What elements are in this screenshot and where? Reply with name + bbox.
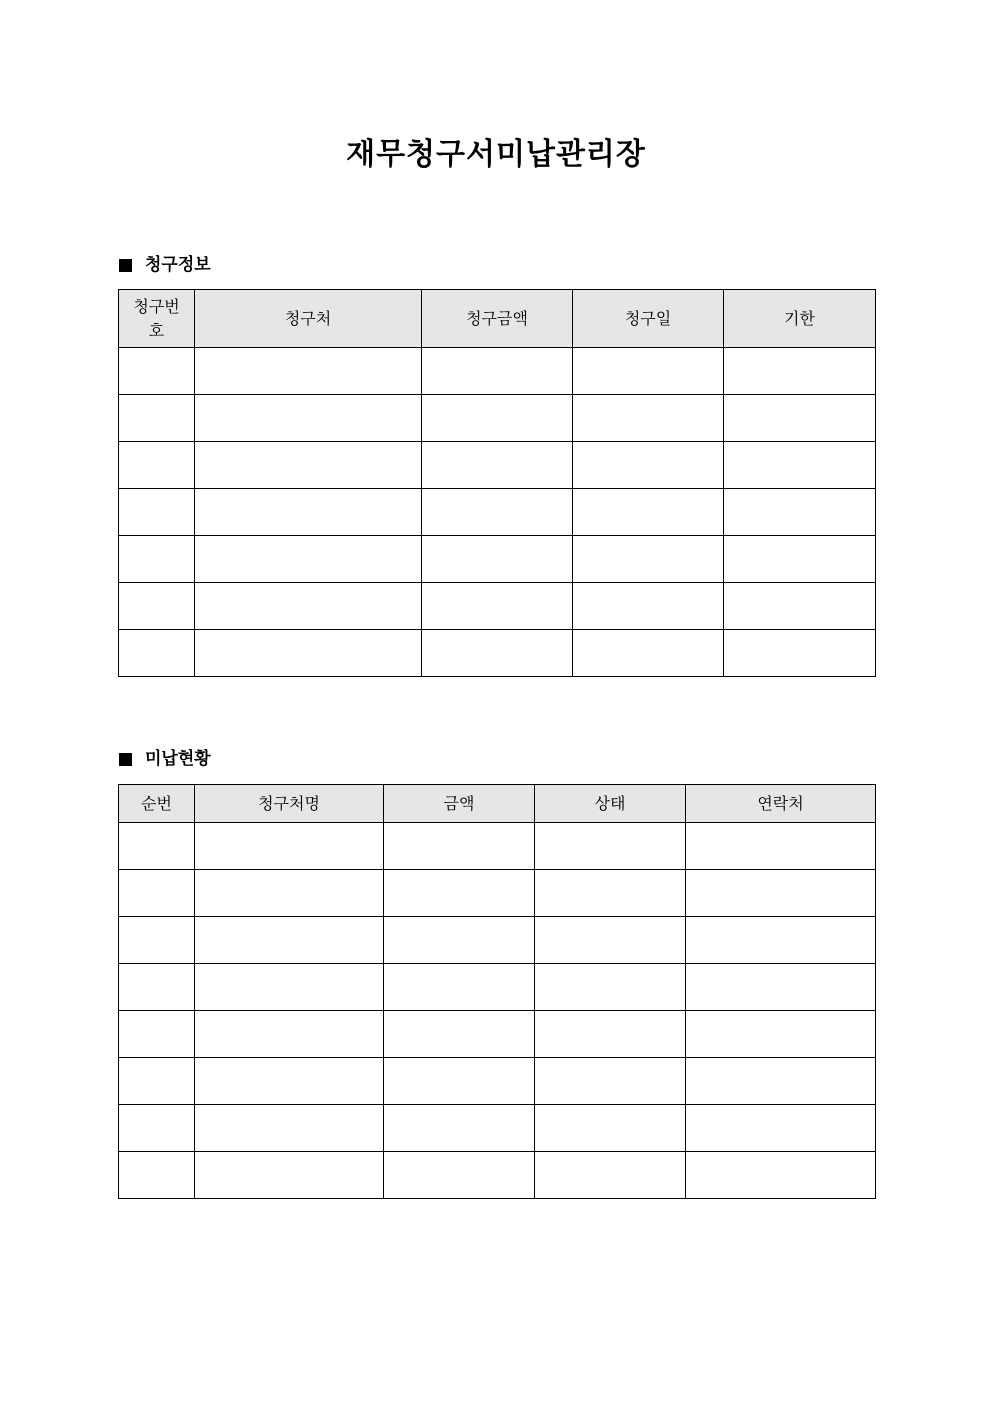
table-cell[interactable] — [724, 348, 876, 395]
table-cell[interactable] — [422, 442, 573, 489]
table-cell[interactable] — [119, 1011, 195, 1058]
table-cell[interactable] — [535, 1105, 686, 1152]
table-cell[interactable] — [384, 1058, 535, 1105]
table-cell[interactable] — [686, 823, 876, 870]
table-cell[interactable] — [422, 536, 573, 583]
unpaid-status-table — [118, 784, 876, 1199]
table-cell[interactable] — [573, 348, 724, 395]
table-header-row — [119, 290, 876, 348]
square-bullet-icon — [119, 753, 132, 766]
table-cell[interactable] — [119, 870, 195, 917]
table-row — [119, 1105, 876, 1152]
table-cell[interactable] — [119, 583, 195, 630]
table-cell[interactable] — [422, 583, 573, 630]
unpaid-section-heading — [119, 747, 211, 771]
table-cell[interactable] — [535, 964, 686, 1011]
document-title: 재무청구서미납관리장 — [346, 137, 646, 172]
column-header-billed-party: 청구처 — [195, 290, 422, 348]
table-cell[interactable] — [119, 917, 195, 964]
square-bullet-icon — [119, 259, 132, 272]
table-cell[interactable] — [119, 1152, 195, 1199]
table-cell[interactable] — [195, 1152, 384, 1199]
table-row — [119, 630, 876, 677]
table-cell[interactable] — [422, 630, 573, 677]
table-cell[interactable] — [573, 489, 724, 536]
table-cell[interactable] — [119, 348, 195, 395]
table-cell[interactable] — [535, 917, 686, 964]
table-cell[interactable] — [119, 536, 195, 583]
table-cell[interactable] — [573, 442, 724, 489]
table-cell[interactable] — [686, 870, 876, 917]
column-header-contact: 연락처 — [686, 785, 876, 823]
table-cell[interactable] — [195, 917, 384, 964]
table-row — [119, 583, 876, 630]
column-header-billing-date: 청구일 — [573, 290, 724, 348]
column-header-due-date: 기한 — [724, 290, 876, 348]
table-cell[interactable] — [573, 395, 724, 442]
table-cell[interactable] — [195, 1105, 384, 1152]
table-cell[interactable] — [119, 630, 195, 677]
table-cell[interactable] — [195, 395, 422, 442]
table-row — [119, 870, 876, 917]
table-cell[interactable] — [195, 1011, 384, 1058]
table-cell[interactable] — [686, 1011, 876, 1058]
table-cell[interactable] — [422, 348, 573, 395]
table-row — [119, 964, 876, 1011]
table-cell[interactable] — [195, 489, 422, 536]
table-cell[interactable] — [422, 489, 573, 536]
table-cell[interactable] — [119, 395, 195, 442]
table-row — [119, 489, 876, 536]
table-row — [119, 536, 876, 583]
table-cell[interactable] — [195, 442, 422, 489]
table-cell[interactable] — [195, 348, 422, 395]
table-cell[interactable] — [384, 964, 535, 1011]
table-row — [119, 1152, 876, 1199]
table-cell[interactable] — [119, 823, 195, 870]
table-cell[interactable] — [384, 1011, 535, 1058]
column-header-amount: 금액 — [384, 785, 535, 823]
table-cell[interactable] — [724, 489, 876, 536]
table-cell[interactable] — [119, 1058, 195, 1105]
table-cell[interactable] — [724, 583, 876, 630]
table-row — [119, 442, 876, 489]
table-row — [119, 348, 876, 395]
column-header-status: 상태 — [535, 785, 686, 823]
table-cell[interactable] — [384, 917, 535, 964]
table-cell[interactable] — [195, 1058, 384, 1105]
table-cell[interactable] — [724, 630, 876, 677]
column-header-billing-number: 청구번호 — [119, 290, 195, 348]
table-cell[interactable] — [384, 1105, 535, 1152]
table-cell[interactable] — [195, 964, 384, 1011]
table-cell[interactable] — [535, 1152, 686, 1199]
table-cell[interactable] — [384, 1152, 535, 1199]
table-cell[interactable] — [686, 1105, 876, 1152]
table-row — [119, 395, 876, 442]
table-cell[interactable] — [535, 1011, 686, 1058]
column-header-billed-party-name: 청구처명 — [195, 785, 384, 823]
table-cell[interactable] — [119, 964, 195, 1011]
table-cell[interactable] — [535, 823, 686, 870]
table-cell[interactable] — [573, 583, 724, 630]
table-cell[interactable] — [119, 1105, 195, 1152]
table-cell[interactable] — [422, 395, 573, 442]
table-cell[interactable] — [573, 536, 724, 583]
table-cell[interactable] — [384, 870, 535, 917]
table-cell[interactable] — [686, 964, 876, 1011]
column-header-sequence: 순번 — [119, 785, 195, 823]
billing-info-table — [118, 289, 876, 677]
billing-section-heading — [119, 253, 211, 277]
table-header-row — [119, 785, 876, 823]
table-cell[interactable] — [384, 823, 535, 870]
table-row — [119, 823, 876, 870]
table-row — [119, 1011, 876, 1058]
table-cell[interactable] — [535, 870, 686, 917]
table-cell[interactable] — [535, 1058, 686, 1105]
table-cell[interactable] — [195, 536, 422, 583]
unpaid-section-title: 미납현황 — [145, 749, 211, 769]
column-header-billed-amount: 청구금액 — [422, 290, 573, 348]
table-cell[interactable] — [119, 489, 195, 536]
table-cell[interactable] — [573, 630, 724, 677]
table-cell[interactable] — [724, 442, 876, 489]
table-cell[interactable] — [119, 442, 195, 489]
table-cell[interactable] — [724, 395, 876, 442]
table-cell[interactable] — [724, 536, 876, 583]
table-row — [119, 917, 876, 964]
table-cell[interactable] — [195, 583, 422, 630]
table-cell[interactable] — [195, 630, 422, 677]
table-row — [119, 1058, 876, 1105]
table-cell[interactable] — [686, 1152, 876, 1199]
billing-section-title: 청구정보 — [145, 255, 211, 275]
table-cell[interactable] — [195, 823, 384, 870]
table-cell[interactable] — [686, 1058, 876, 1105]
table-cell[interactable] — [686, 917, 876, 964]
table-cell[interactable] — [195, 870, 384, 917]
